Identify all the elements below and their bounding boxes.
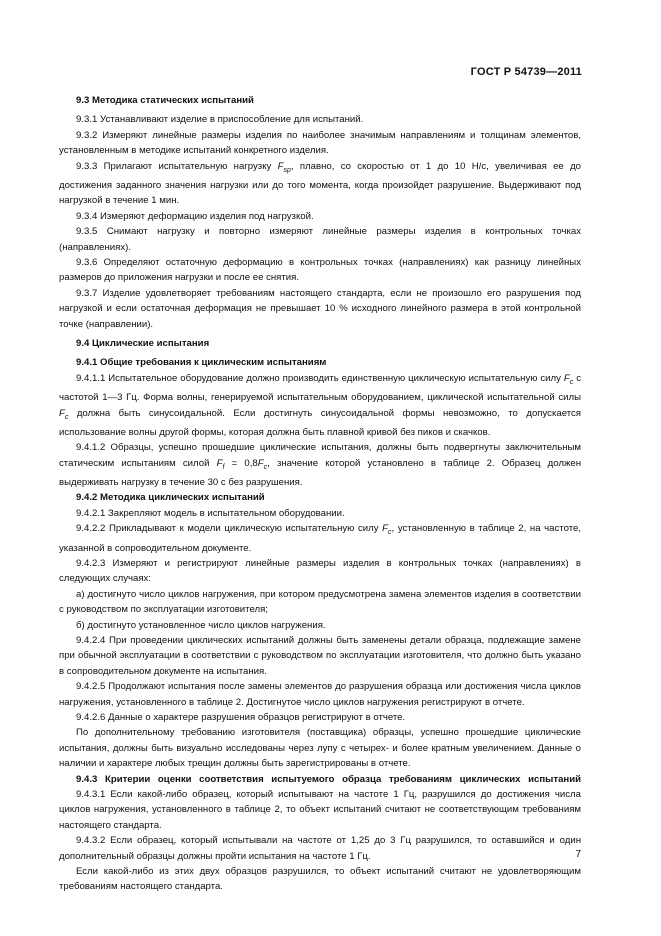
list-item-a: а) достигнуто число циклов нагружения, при котором предусмотрена замена элементов изделия в соответствии с руководством по эксплуатации изготовителя;	[59, 588, 581, 616]
paragraph-9-3-6: 9.3.6 Определяют остаточную деформацию в контрольных точках (направлениях) как разницу линейных размеров до приложения нагрузки и после ее снятия.	[59, 256, 581, 284]
paragraph-9-4-2-4: 9.4.2.4 При проведении циклических испытаний должны быть заменены детали образца, подлежащие замене при обычной эксплуатации в соответствии с руководством по эксплуатации изготовителя, что должно быть указано в сопроводительном документе на испытания.	[59, 634, 581, 677]
paragraph-9-4-2-2: 9.4.2.2 Прикладывают к модели циклическую испытательную силу $F_c$, установленную в таблице 2, на частоте, указанной в сопроводительном документе.	[59, 523, 581, 554]
paragraph-additional-requirement: По дополнительному требованию изготовителя (поставщика) образцы, успешно прошедшие циклические испытания, должны быть визуально исследованы через лупу с четырех- и более кратным увеличением. Данные о наличии и характере любых трещин должны быть зарегистрированы в отчете.	[59, 727, 581, 770]
subsection-heading-9-4-2: 9.4.2 Методика циклических испытаний	[76, 492, 265, 504]
document-body	[59, 93, 581, 895]
page-number: 7	[575, 849, 581, 860]
paragraph-9-3-4: 9.3.4 Измеряют деформацию изделия под нагрузкой.	[76, 210, 314, 222]
paragraph-9-3-5: 9.3.5 Снимают нагрузку и повторно измеряют линейные размеры изделия в контрольных точках (направлениях).	[59, 226, 581, 253]
paragraph-9-4-3-2: 9.4.3.2 Если образец, который испытывали на частоте от 1,25 до 3 Гц разрушился, то оставшийся и один дополнительный образцы должны пройти испытания на частоте 1 Гц.	[59, 835, 581, 862]
paragraph-9-4-2-1: 9.4.2.1 Закрепляют модель в испытательном оборудовании.	[76, 507, 345, 519]
list-item-b: б) достигнуто установленное число циклов нагружения.	[76, 619, 326, 631]
paragraph-9-3-3: 9.3.3 Прилагают испытательную нагрузку $F_{sp}$, плавно, со скоростью от 1 до 10 Н/с, увеличивая ее до достижения заданного значения нагрузки или до того момента, когда произойдет разрушение. Выдерживают под нагрузкой в течение 1 мин.	[59, 160, 582, 207]
paragraph-9-3-7: 9.3.7 Изделие удовлетворяет требованиям настоящего стандарта, если не произошло его разрушения под нагрузкой и если остаточная деформация не превышает 10 % исходного линейного размера в этой контрольной точке (направлении).	[59, 287, 581, 330]
paragraph-9-4-2-3: 9.4.2.3 Измеряют и регистрируют линейные размеры изделия в контрольных точках (направлениях) в следующих случаях:	[59, 557, 581, 585]
force-symbol: F	[277, 160, 284, 172]
paragraph-9-3-1: 9.3.1 Устанавливают изделие в приспособление для испытаний.	[76, 114, 364, 126]
paragraph-9-3-2: 9.3.2 Измеряют линейные размеры изделия по наиболее значимым направлениям и толщинам элементов, установленным в методике испытаний конкретного изделия.	[59, 129, 581, 157]
paragraph-9-4-2-5: 9.4.2.5 Продолжают испытания после замены элементов до разрушения образца или достижения числа циклов нагружения, установленного в таблице 2. Достигнутое число циклов нагружения регистрируют в отчете.	[59, 681, 581, 708]
subsection-heading-9-4-1: 9.4.1 Общие требования к циклическим испытаниям	[76, 357, 327, 369]
standard-header: ГОСТ Р 54739—2011	[470, 66, 582, 78]
paragraph-9-4-1-2: 9.4.1.2 Образцы, успешно прошедшие циклические испытания, должны быть подвергнуты заключительным статическим испытаниям силой $F_f = 0,8F_c$, значение которой установлено в таблице 2. Образец должен выдерживать нагрузку в течение 30 с без разрушения.	[59, 442, 581, 488]
subsection-heading-9-4-3: 9.4.3 Критерии оценки соответствия испытуемого образца требованиям циклических испытаний	[76, 773, 581, 785]
section-heading-9-3: 9.3 Методика статических испытаний	[76, 95, 254, 106]
section-heading-9-4: 9.4 Циклические испытания	[76, 338, 210, 349]
paragraph-final: Если какой-либо из этих двух образцов разрушился, то объект испытаний считают не удовлетворяющим требованиям настоящего стандарта.	[59, 866, 581, 893]
paragraph-9-4-2-6: 9.4.2.6 Данные о характере разрушения образцов регистрируют в отчете.	[76, 711, 406, 723]
paragraph-9-4-1-1: 9.4.1.1 Испытательное оборудование должно производить единственную циклическую испытательную силу $F_c$ с частотой 1—3 Гц. Форма волны, генерируемой испытательным оборудованием, циклической испытательной силы $F_c$ должна быть синусоидальной. Если достигнуть синусоидальной формы невозможно, то допускается использование волны другой формы, которая должна быть плавной кривой без пиков и скачков.	[59, 372, 581, 438]
paragraph-9-4-3-1: 9.4.3.1 Если какой-либо образец, который испытывают на частоте 1 Гц, разрушился до достижения числа циклов нагружения, установленного в таблице 2, то объект испытаний считают не соответствующим требованиям настоящего стандарта.	[59, 789, 581, 831]
